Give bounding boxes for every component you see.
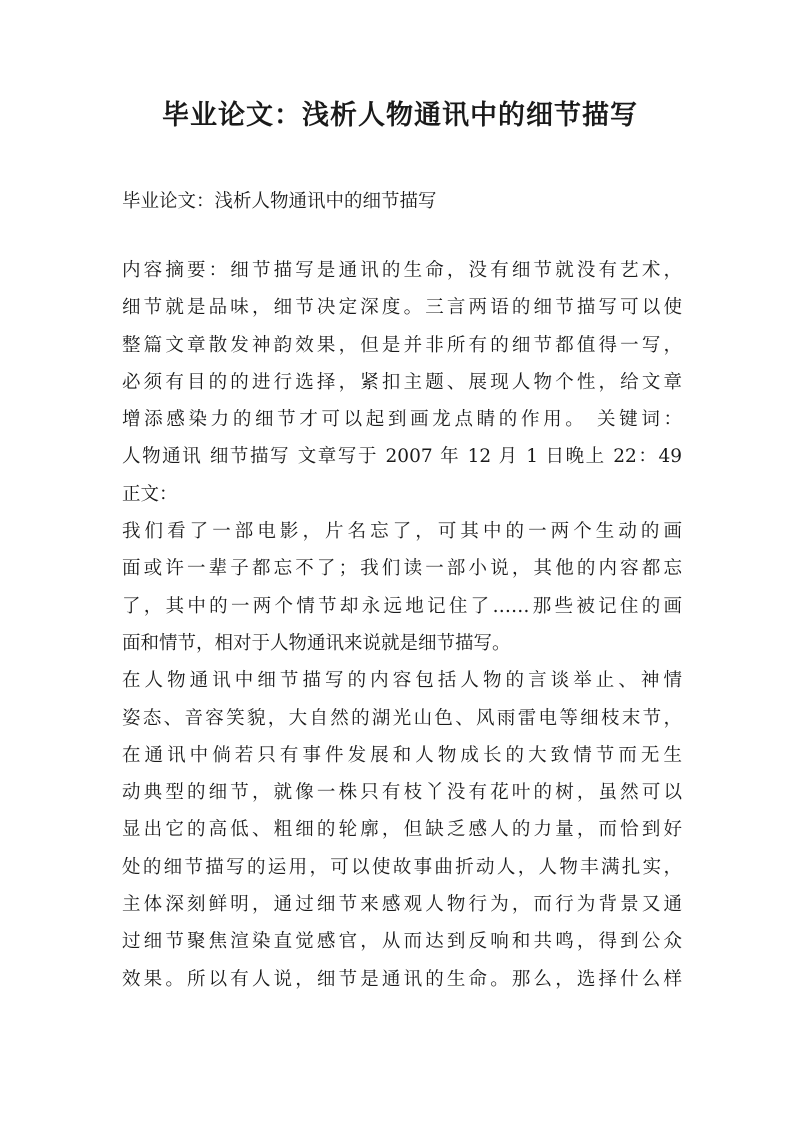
text-line: 在人物通讯中细节描写的内容包括人物的言谈举止、神情 xyxy=(122,670,682,692)
text-line: 姿态、音容笑貌，大自然的湖光山色、风雨雷电等细枝末节， xyxy=(122,707,682,729)
text-line: 动典型的细节，就像一株只有枝丫没有花叶的树，虽然可以 xyxy=(122,782,682,804)
text-line: 过细节聚焦渲染直觉感官，从而达到反响和共鸣，得到公众 xyxy=(122,931,682,953)
text-line: 细节就是品味，细节决定深度。三言两语的细节描写可以使 xyxy=(122,297,682,319)
text-line: 在通讯中倘若只有事件发展和人物成长的大致情节而无生 xyxy=(122,744,682,766)
text-line: 主体深刻鲜明，通过细节来感观人物行为，而行为背景又通 xyxy=(122,894,682,916)
text-line: 了，其中的一两个情节却永远地记住了……那些被记住的画 xyxy=(122,595,682,617)
text-line: 正文： xyxy=(122,483,178,505)
body-text xyxy=(122,252,682,998)
text-line: 面或许一辈子都忘不了；我们读一部小说，其他的内容都忘 xyxy=(122,558,682,580)
text-line: 处的细节描写的运用，可以使故事曲折动人，人物丰满扎实， xyxy=(122,856,682,878)
text-line: 面和情节，相对于人物通讯来说就是细节描写。 xyxy=(122,632,511,654)
text-line: 效果。所以有人说，细节是通讯的生命。那么，选择什么样 xyxy=(122,968,682,990)
text-line: 必须有目的的进行选择，紧扣主题、展现人物个性，给文章 xyxy=(122,371,682,393)
text-line: 我们看了一部电影，片名忘了，可其中的一两个生动的画 xyxy=(122,521,682,543)
text-line: 人物通讯 细节描写 文章写于 2007 年 12 月 1 日晚上 22：49 xyxy=(122,446,682,468)
text-line: 内容摘要：细节描写是通讯的生命，没有细节就没有艺术， xyxy=(122,260,682,281)
text-line: 增添感染力的细节才可以起到画龙点睛的作用。 关键词： xyxy=(122,409,682,431)
text-line: 显出它的高低、粗细的轮廓，但缺乏感人的力量，而恰到好 xyxy=(122,819,682,841)
document-title: 毕业论文：浅析人物通讯中的细节描写 xyxy=(162,100,638,131)
document-subtitle: 毕业论文：浅析人物通讯中的细节描写 xyxy=(122,191,437,212)
text-line: 整篇文章散发神韵效果，但是并非所有的细节都值得一写， xyxy=(122,334,682,356)
